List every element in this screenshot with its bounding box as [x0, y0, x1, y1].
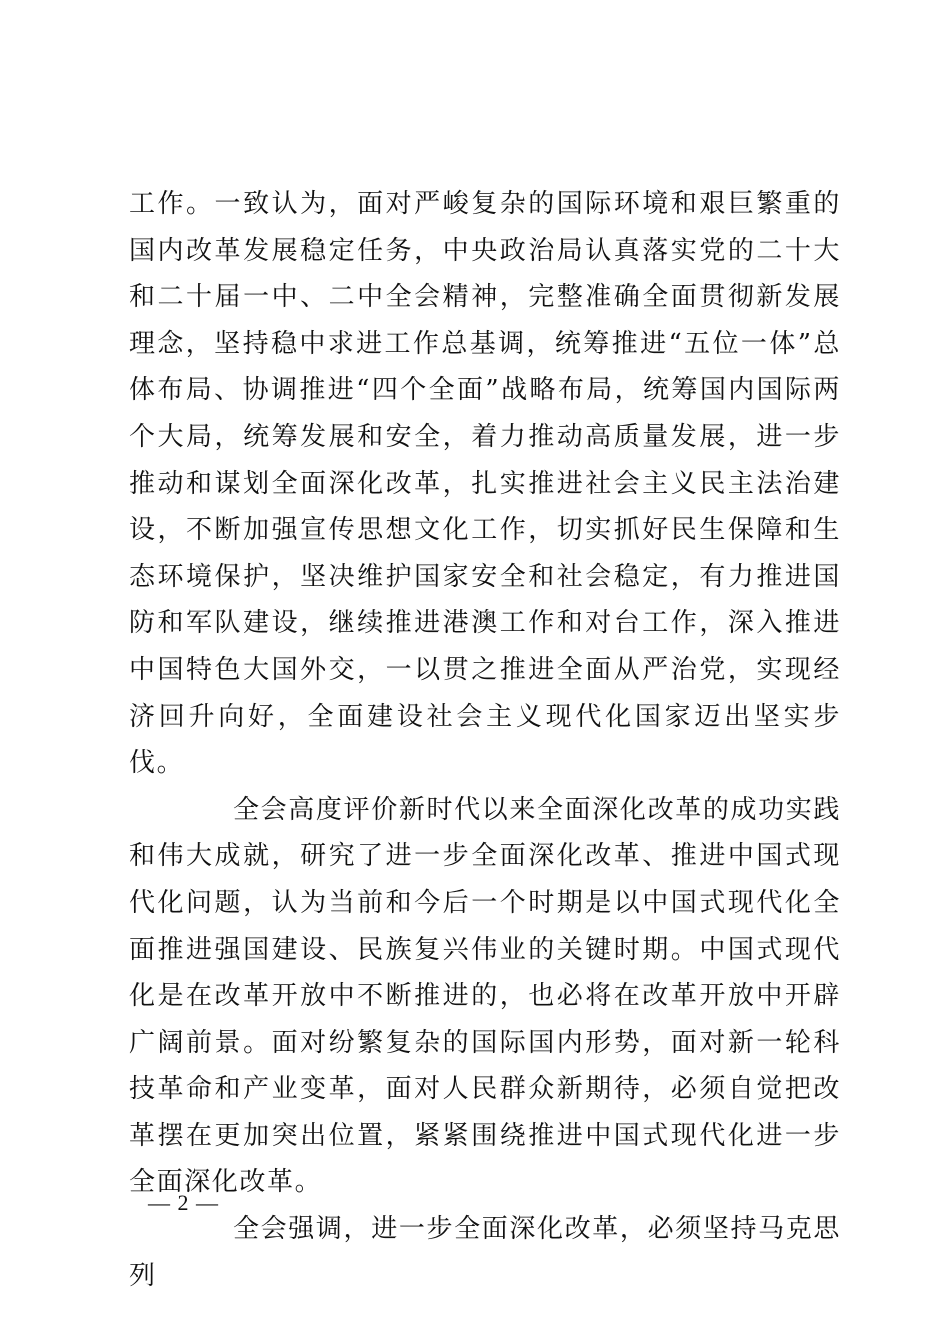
paragraph-plenary-evaluation: 全会高度评价新时代以来全面深化改革的成功实践和伟大成就，研究了进一步全面深化改革、推进中国式现代化问题，认为当前和今后一个时期是以中国式现代化全面推进强国建设、民族复兴伟业的关键时期。中国式现代化是在改革开放中不断推进的，也必将在改革开放中开辟广阔前景。面对纷繁复杂的国际国内形势，面对新一轮科技革命和产业变革，面对人民群众新期待，必须自觉把改革摆在更加突出位置，紧紧围绕推进中国式现代化进一步全面深化改革。 [129, 794, 841, 1198]
paragraph-continued: 工作。一致认为，面对严峻复杂的国际环境和艰巨繁重的国内改革发展稳定任务，中央政治局认真落实党的二十大和二十届一中、二中全会精神，完整准确全面贯彻新发展理念，坚持稳中求进工作总基调，统筹推进“五位一体”总体布局、协调推进“四个全面”战略布局，统筹国内国际两个大局，统筹发展和安全，着力推动高质量发展，进一步推动和谋划全面深化改革，扎实推进社会主义民主法治建设，不断加强宣传思想文化工作，切实抓好民生保障和生态环境保护，坚决维护国家安全和社会稳定，有力推进国防和军队建设，继续推进港澳工作和对台工作，深入推进中国特色大国外交，一以贯之推进全面从严治党，实现经济回升向好，全面建设社会主义现代化国家迈出坚实步伐。 [129, 189, 841, 779]
document-body [129, 181, 841, 1299]
paragraph-plenary-emphasis: 全会强调，进一步全面深化改革，必须坚持马克思列 [129, 1214, 841, 1291]
page-number: — 2 — [148, 1190, 219, 1215]
